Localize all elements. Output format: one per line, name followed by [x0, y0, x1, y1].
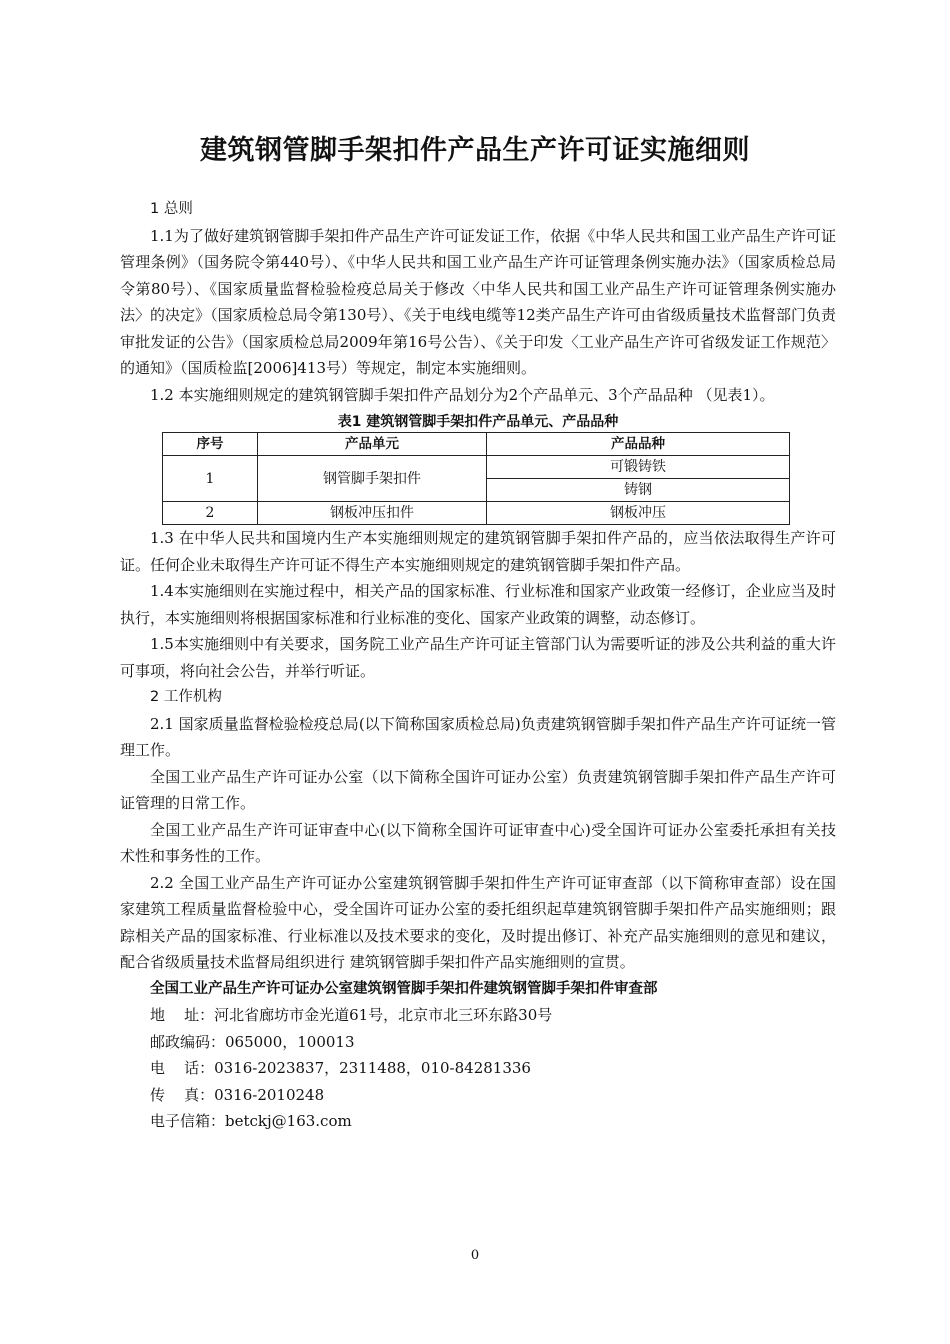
row-1-variety-1: 可锻铸铁: [487, 456, 790, 479]
header-variety: 产品品种: [487, 433, 790, 456]
header-unit: 产品单元: [258, 433, 487, 456]
product-units-table: [162, 432, 790, 525]
contact-postcode: 邮政编码：065000，100013: [150, 1032, 355, 1051]
row-2-variety-1: 钢板冲压: [487, 502, 790, 525]
section-1-heading: 1 总则: [150, 201, 193, 217]
contact-organization: 全国工业产品生产许可证办公室建筑钢管脚手架扣件建筑钢管脚手架扣件审查部: [150, 980, 658, 997]
contact-email: 电子信箱：betckj@163.com: [150, 1112, 352, 1130]
row-1-variety-2: 铸钢: [487, 479, 790, 502]
row-1-unit: 钢管脚手架扣件: [258, 456, 487, 502]
table-row: [163, 456, 790, 479]
contact-phone: 电 话：0316-2023837，2311488，010-84281336: [150, 1059, 531, 1077]
paragraph-2-1a: 2.1 国家质量监督检验检疫总局(以下简称国家质检总局)负责建筑钢管脚手架扣件产品生产许可证统一管理工作。: [120, 714, 836, 759]
paragraph-1-4: 1.4本实施细则在实施过程中，相关产品的国家标准、行业标准和国家产业政策一经修订，企业应当及时执行，本实施细则将根据国家标准和行业标准的变化、国家产业政策的调整，动态修订。: [120, 582, 836, 627]
paragraph-1-5: 1.5本实施细则中有关要求，国务院工业产品生产许可证主管部门认为需要听证的涉及公共利益的重大许可事项，将向社会公告，并举行听证。: [120, 635, 836, 680]
paragraph-2-2: 2.2 全国工业产品生产许可证办公室建筑钢管脚手架扣件生产许可证审查部（以下简称审查部）设在国家建筑工程质量监督检验中心，受全国许可证办公室的委托组织起草建筑钢管脚手架扣件产品实施细则；跟踪相关产品的国家标准、行业标准以及技术要求的变化，及时提出修订、补充产品实施细则的意见和建议，配合省级质量技术监督局组织进行 建筑钢管脚手架扣件产品实施细则的宣贯。: [120, 873, 836, 971]
document-title: 建筑钢管脚手架扣件产品生产许可证实施细则: [200, 135, 750, 166]
paragraph-2-1b: 全国工业产品生产许可证办公室（以下简称全国许可证办公室）负责建筑钢管脚手架扣件产品生产许可证管理的日常工作。: [120, 767, 836, 812]
row-1-no: 1: [163, 456, 258, 502]
contact-fax: 传 真：0316-2010248: [150, 1085, 325, 1104]
header-no: 序号: [163, 433, 258, 456]
paragraph-1-2: 1.2 本实施细则规定的建筑钢管脚手架扣件产品划分为2个产品单元、3个产品品种 （见表1）。: [150, 385, 775, 404]
section-2-heading: 2 工作机构: [150, 689, 222, 705]
paragraph-1-1: 1.1为了做好建筑钢管脚手架扣件产品生产许可证发证工作，依据《中华人民共和国工业产品生产许可证管理条例》（国务院令第440号）、《中华人民共和国工业产品生产许可证管理条例实施办法》（国家质检总局令第80号）、《国家质量监督检验检疫总局关于修改〈中华人民共和国工业产品生产许可证管理条例实施办法〉的决定》（国家质检总局令第130号）、《关于电线电缆等12类产品生产许可由省级质量技术监督部门负责审批发证的公告》（国家质检总局2009年第16号公告）、《关于印发〈工业产品生产许可省级发证工作规范〉的通知》（国质检监[2006]413号）等规定，制定本实施细则。: [120, 226, 836, 377]
page-number: 0: [470, 1248, 480, 1263]
paragraph-2-1c: 全国工业产品生产许可证审查中心(以下简称全国许可证审查中心)受全国许可证办公室委托承担有关技术性和事务性的工作。: [120, 820, 836, 865]
row-2-unit: 钢板冲压扣件: [258, 502, 487, 525]
document-body: [120, 196, 836, 1135]
row-2-no: 2: [163, 502, 258, 525]
table-header-row: [163, 433, 790, 456]
table-row: [163, 502, 790, 525]
table-caption: 表1 建筑钢管脚手架扣件产品单元、产品品种: [337, 414, 619, 430]
paragraph-1-3: 1.3 在中华人民共和国境内生产本实施细则规定的建筑钢管脚手架扣件产品的，应当依法取得生产许可证。任何企业未取得生产许可证不得生产本实施细则规定的建筑钢管脚手架扣件产品。: [120, 529, 836, 574]
contact-address: 地 址：河北省廊坊市金光道61号，北京市北三环东路30号: [150, 1006, 553, 1024]
